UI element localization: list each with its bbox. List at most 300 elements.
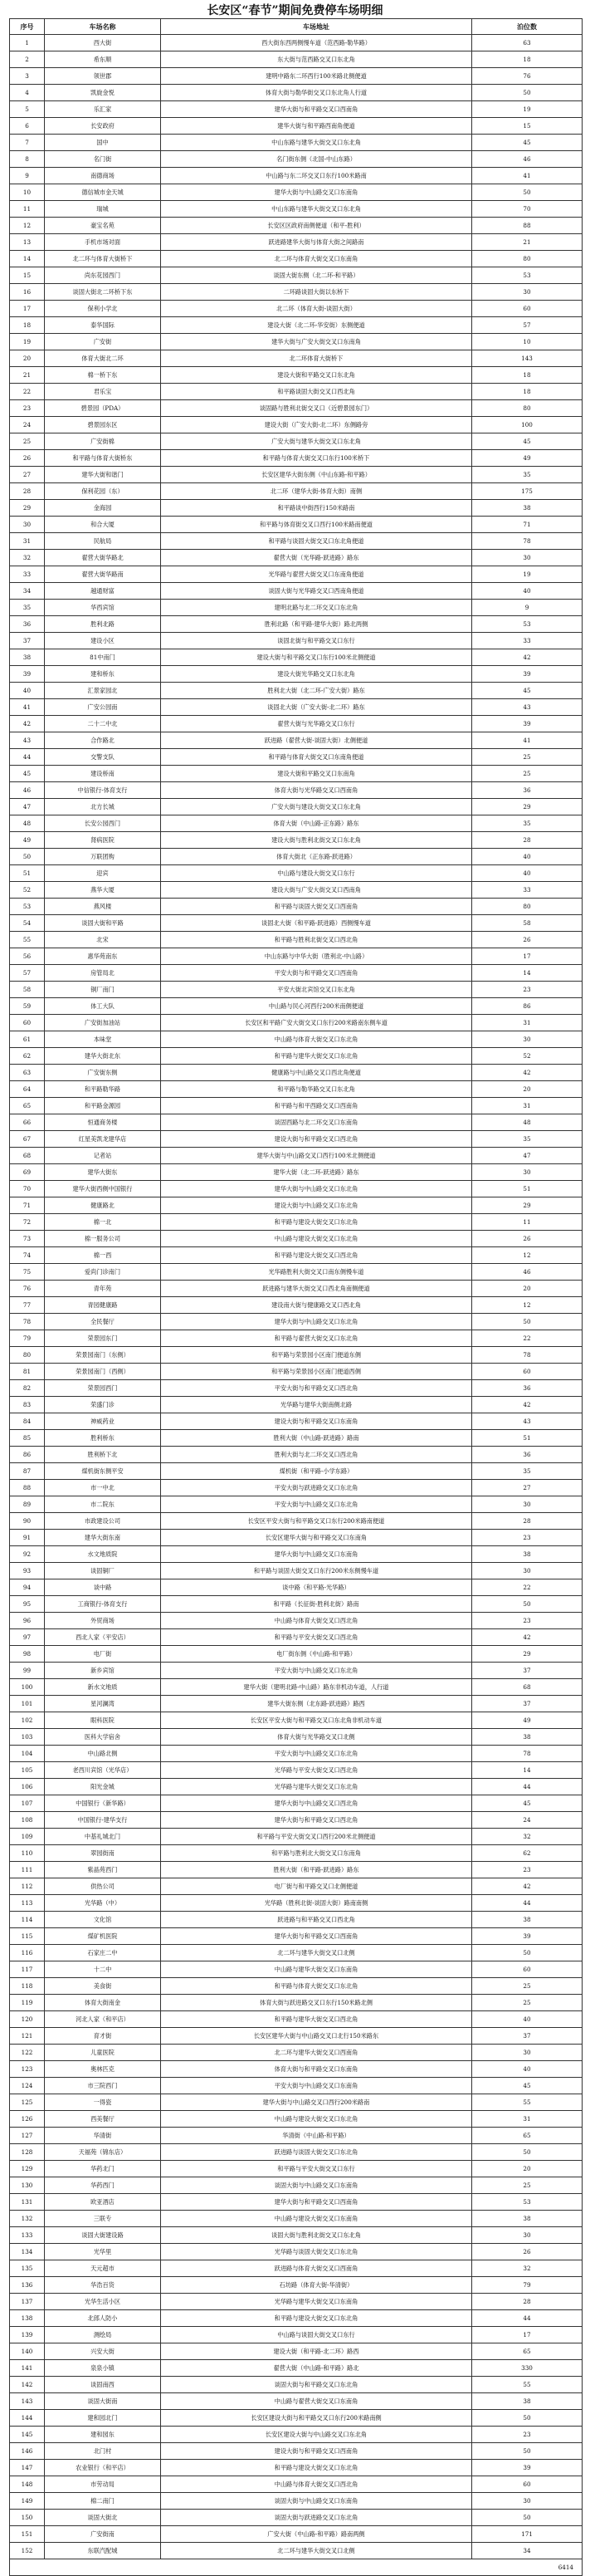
cell-index: 40	[10, 683, 45, 699]
cell-spaces: 38	[472, 1912, 583, 1928]
cell-address: 谈固北街与和平路交叉口东行	[161, 633, 472, 649]
cell-address: 和平路与胜利北街交叉口西北角	[161, 932, 472, 948]
total-spaces: 6414	[10, 2559, 583, 2576]
cell-spaces: 29	[472, 799, 583, 815]
table-row	[10, 85, 583, 101]
cell-index: 30	[10, 517, 45, 533]
table-row	[10, 1613, 583, 1629]
table-row	[10, 2476, 583, 2493]
cell-spaces: 65	[472, 2343, 583, 2360]
cell-lot-name: 豪宝名苑	[45, 218, 161, 234]
cell-lot-name: 长安公园西门	[45, 815, 161, 832]
table-row	[10, 1480, 583, 1496]
table-row	[10, 915, 583, 932]
cell-spaces: 23	[472, 1862, 583, 1878]
cell-index: 62	[10, 1048, 45, 1065]
cell-address: 谈固大街与和平路交叉口东北角	[161, 2377, 472, 2393]
table-row	[10, 2028, 583, 2045]
cell-index: 24	[10, 417, 45, 433]
cell-lot-name: 谈固南西	[45, 2377, 161, 2393]
cell-index: 145	[10, 2427, 45, 2443]
cell-address: 中山东路与中华大街（胜利北-中山路）	[161, 948, 472, 965]
cell-index: 38	[10, 649, 45, 666]
cell-address: 长安区区政府南侧便道（和平-胜利）	[161, 218, 472, 234]
cell-address: 建华大街与中山路交叉口东南角	[161, 1546, 472, 1563]
table-row	[10, 766, 583, 782]
cell-address: 谈固大街与光华路交叉口西南角便道	[161, 583, 472, 600]
table-row	[10, 1330, 583, 1347]
cell-lot-name: 建华大街西侧中国银行	[45, 1181, 161, 1197]
cell-spaces: 43	[472, 699, 583, 716]
cell-address: 谈固北大街（广安大街-北二环）路东	[161, 699, 472, 716]
cell-lot-name: 爱尚门诊南门	[45, 1264, 161, 1281]
cell-spaces: 32	[472, 2260, 583, 2277]
cell-index: 31	[10, 533, 45, 550]
cell-address: 建华大街与和平路西南角便道	[161, 118, 472, 135]
table-row	[10, 1663, 583, 1679]
cell-index: 2	[10, 51, 45, 68]
table-row	[10, 849, 583, 865]
table-row	[10, 1812, 583, 1829]
cell-spaces: 60	[472, 301, 583, 317]
cell-spaces: 29	[472, 1646, 583, 1663]
cell-index: 88	[10, 1480, 45, 1496]
cell-index: 109	[10, 1829, 45, 1845]
table-row	[10, 1746, 583, 1762]
cell-spaces: 40	[472, 2061, 583, 2078]
cell-lot-name: 记者站	[45, 1148, 161, 1164]
cell-index: 5	[10, 101, 45, 118]
cell-index: 113	[10, 1895, 45, 1912]
cell-index: 8	[10, 151, 45, 168]
table-row	[10, 68, 583, 85]
cell-address: 建设大街光华路交叉口东北角	[161, 666, 472, 683]
cell-lot-name: 乐汇家	[45, 101, 161, 118]
table-row	[10, 1181, 583, 1197]
cell-address: 谈固大街与中山路交叉口东南角	[161, 2493, 472, 2510]
cell-lot-name: 泉泉小镇	[45, 2360, 161, 2377]
cell-index: 17	[10, 301, 45, 317]
cell-lot-name: 燕华大厦	[45, 882, 161, 899]
cell-index: 90	[10, 1513, 45, 1530]
cell-spaces: 143	[472, 350, 583, 367]
cell-lot-name: 棉一服务公司	[45, 1231, 161, 1247]
cell-spaces: 30	[472, 2493, 583, 2510]
cell-index: 69	[10, 1164, 45, 1181]
cell-spaces: 17	[472, 2327, 583, 2343]
cell-spaces: 23	[472, 1530, 583, 1546]
cell-address: 建设大街与和平路交叉口西北角	[161, 1131, 472, 1148]
cell-address: 建华大街与中山路交叉口西北角	[161, 1795, 472, 1812]
cell-index: 149	[10, 2493, 45, 2510]
cell-index: 77	[10, 1297, 45, 1314]
cell-lot-name: 中国银行-建华支行	[45, 1812, 161, 1829]
cell-spaces: 39	[472, 716, 583, 732]
cell-lot-name: 荣景园南门（东侧）	[45, 1347, 161, 1364]
cell-lot-name: 工商银行-体育支行	[45, 1596, 161, 1613]
cell-lot-name: 碧景园（PDA）	[45, 400, 161, 417]
cell-lot-name: 和平路与体育大街桥东	[45, 450, 161, 467]
table-row	[10, 2177, 583, 2194]
cell-lot-name: 天福苑（锦东店）	[45, 2144, 161, 2161]
table-row	[10, 1081, 583, 1098]
cell-lot-name: 华浩百货	[45, 2277, 161, 2294]
table-row	[10, 683, 583, 699]
cell-lot-name: 中国银行（新华路）	[45, 1795, 161, 1812]
cell-spaces: 57	[472, 317, 583, 334]
cell-lot-name: 荣盛门诊	[45, 1397, 161, 1413]
cell-lot-name: 万联团购	[45, 849, 161, 865]
cell-address: 建华大街（建明北路-中山路）路东非机动车道，人行道	[161, 1679, 472, 1696]
table-row	[10, 2161, 583, 2177]
cell-spaces: 40	[472, 583, 583, 600]
cell-lot-name: 81中南门	[45, 649, 161, 666]
cell-lot-name: 凯旋金悦	[45, 85, 161, 101]
cell-lot-name: 棉一北	[45, 1214, 161, 1231]
table-row	[10, 1364, 583, 1380]
cell-spaces: 79	[472, 2277, 583, 2294]
cell-spaces: 55	[472, 2377, 583, 2393]
cell-address: 建华大街与中山路交叉口东北角	[161, 1181, 472, 1197]
cell-lot-name: 长安政府	[45, 118, 161, 135]
cell-index: 92	[10, 1546, 45, 1563]
cell-spaces: 42	[472, 649, 583, 666]
cell-lot-name: 国中	[45, 135, 161, 151]
total-row	[10, 2559, 583, 2576]
cell-spaces: 19	[472, 566, 583, 583]
cell-lot-name: 手机市场对面	[45, 234, 161, 251]
cell-index: 11	[10, 201, 45, 218]
cell-address: 谈固北大街（和平路-跃进路）西侧慢车道	[161, 915, 472, 932]
cell-index: 79	[10, 1330, 45, 1347]
table-row	[10, 649, 583, 666]
cell-index: 51	[10, 865, 45, 882]
cell-index: 122	[10, 2045, 45, 2061]
cell-lot-name: 碧景园东区	[45, 417, 161, 433]
cell-lot-name: 光华生活小区	[45, 2294, 161, 2310]
cell-lot-name: 眼科医院	[45, 1712, 161, 1729]
table-row	[10, 749, 583, 766]
cell-spaces: 71	[472, 517, 583, 533]
cell-address: 光华路与建华大街南侧北路	[161, 1397, 472, 1413]
cell-spaces: 21	[472, 234, 583, 251]
cell-lot-name: 建设桥南	[45, 766, 161, 782]
cell-index: 6	[10, 118, 45, 135]
cell-spaces: 70	[472, 201, 583, 218]
cell-spaces: 37	[472, 1663, 583, 1679]
cell-address: 北二环（体育大街-谈固大街）	[161, 301, 472, 317]
table-row	[10, 2427, 583, 2443]
cell-address: 翟营大街（中山路-和平路）路北	[161, 2360, 472, 2377]
cell-spaces: 40	[472, 849, 583, 865]
cell-address: 北二环与建华大街交叉口西南角	[161, 2045, 472, 2061]
cell-spaces: 30	[472, 2227, 583, 2244]
cell-address: 谈固大街东侧（北二环-和平路）	[161, 267, 472, 284]
cell-lot-name: 北方长城	[45, 799, 161, 815]
cell-index: 82	[10, 1380, 45, 1397]
cell-spaces: 46	[472, 1264, 583, 1281]
cell-index: 132	[10, 2211, 45, 2227]
cell-address: 建华大街与和平路交叉口西南角	[161, 2194, 472, 2211]
cell-spaces: 50	[472, 1596, 583, 1613]
table-row	[10, 2061, 583, 2078]
cell-spaces: 86	[472, 998, 583, 1015]
table-row	[10, 965, 583, 982]
cell-address: 北二环（建华大街-体育大街）南侧	[161, 483, 472, 500]
cell-index: 111	[10, 1862, 45, 1878]
cell-address: 和平路（长征街-胜利北街）路南	[161, 1596, 472, 1613]
cell-lot-name: 合作路北	[45, 732, 161, 749]
cell-lot-name: 煤机街东侧平安	[45, 1463, 161, 1480]
cell-spaces: 24	[472, 1812, 583, 1829]
table-row	[10, 799, 583, 815]
cell-spaces: 41	[472, 168, 583, 184]
cell-spaces: 14	[472, 1762, 583, 1779]
cell-address: 中山路与体育大街交叉口西北角	[161, 1613, 472, 1629]
cell-lot-name: 十二中	[45, 1961, 161, 1978]
cell-spaces: 38	[472, 1729, 583, 1746]
table-row	[10, 2144, 583, 2161]
table-row	[10, 1629, 583, 1646]
cell-spaces: 88	[472, 218, 583, 234]
cell-spaces: 20	[472, 2161, 583, 2177]
table-row	[10, 1978, 583, 1995]
cell-address: 光华路胜利大街交叉口南东侧慢车道	[161, 1264, 472, 1281]
cell-lot-name: 河北人家（和平店）	[45, 2011, 161, 2028]
table-row	[10, 135, 583, 151]
cell-spaces: 175	[472, 483, 583, 500]
cell-index: 23	[10, 400, 45, 417]
cell-spaces: 63	[472, 35, 583, 51]
cell-spaces: 49	[472, 1712, 583, 1729]
cell-index: 10	[10, 184, 45, 201]
cell-address: 西大街东西两侧慢车道（范西路-勒华路）	[161, 35, 472, 51]
cell-address: 长安区和平路广安大街交叉口东行200米路南东侧车道	[161, 1015, 472, 1031]
cell-address: 建明北路与北二环交叉口东北角	[161, 600, 472, 616]
cell-lot-name: 光华里	[45, 2244, 161, 2260]
cell-index: 14	[10, 251, 45, 267]
cell-lot-name: 红星美凯龙建华店	[45, 1131, 161, 1148]
table-row	[10, 1413, 583, 1430]
table-row	[10, 1197, 583, 1214]
cell-address: 跃进路（翟营大街-谈固大街）北侧便道	[161, 732, 472, 749]
table-row	[10, 1397, 583, 1413]
cell-index: 45	[10, 766, 45, 782]
cell-lot-name: 领世郡	[45, 68, 161, 85]
cell-index: 47	[10, 799, 45, 815]
cell-spaces: 42	[472, 1065, 583, 1081]
cell-spaces: 60	[472, 1961, 583, 1978]
table-row	[10, 1995, 583, 2011]
cell-spaces: 50	[472, 2443, 583, 2460]
cell-address: 平安大街北宾馆交叉口东北角	[161, 982, 472, 998]
cell-address: 和平路与谈固大街交叉口西南角	[161, 899, 472, 915]
cell-spaces: 38	[472, 500, 583, 517]
cell-index: 99	[10, 1663, 45, 1679]
cell-address: 体育大街与和平路交叉口东南角	[161, 2061, 472, 2078]
cell-lot-name: 光华路（中）	[45, 1895, 161, 1912]
cell-spaces: 45	[472, 433, 583, 450]
cell-spaces: 26	[472, 932, 583, 948]
cell-address: 长安区平安大街与和平路交叉口东行200米路南便道	[161, 1513, 472, 1530]
cell-index: 84	[10, 1413, 45, 1430]
cell-index: 50	[10, 849, 45, 865]
cell-address: 跃进路建华大街与体育大街之间路南	[161, 234, 472, 251]
table-row	[10, 982, 583, 998]
table-row	[10, 1862, 583, 1878]
cell-spaces: 35	[472, 815, 583, 832]
cell-address: 中山东路与建华大街交叉口东北角	[161, 201, 472, 218]
cell-lot-name: 尚东花园西门	[45, 267, 161, 284]
cell-index: 21	[10, 367, 45, 384]
cell-address: 和平路与胜利北大街交叉口东南角	[161, 1845, 472, 1862]
cell-index: 104	[10, 1746, 45, 1762]
cell-address: 胜利北大街（北二环-广安大街）路东	[161, 683, 472, 699]
cell-index: 44	[10, 749, 45, 766]
cell-spaces: 40	[472, 2011, 583, 2028]
table-row	[10, 433, 583, 450]
cell-index: 20	[10, 350, 45, 367]
table-row	[10, 633, 583, 649]
cell-spaces: 60	[472, 2476, 583, 2493]
cell-spaces: 171	[472, 2526, 583, 2543]
cell-lot-name: 广安公园南	[45, 699, 161, 716]
table-row	[10, 251, 583, 267]
cell-address: 光华路与建华大街交叉口东南角	[161, 2294, 472, 2310]
table-row	[10, 1779, 583, 1795]
table-row	[10, 284, 583, 301]
cell-address: 光华路与建华大街交叉口东北角	[161, 1779, 472, 1795]
table-row	[10, 2543, 583, 2559]
table-row	[10, 350, 583, 367]
cell-index: 108	[10, 1812, 45, 1829]
cell-index: 105	[10, 1762, 45, 1779]
table-row	[10, 2310, 583, 2327]
cell-lot-name: 和平路金源园	[45, 1098, 161, 1114]
cell-lot-name: 建华大街北东	[45, 1048, 161, 1065]
cell-lot-name: 棉二南门	[45, 2493, 161, 2510]
cell-spaces: 45	[472, 1795, 583, 1812]
cell-index: 4	[10, 85, 45, 101]
cell-address: 平安大街与中山路交叉口东北角	[161, 1746, 472, 1762]
cell-index: 133	[10, 2227, 45, 2244]
cell-lot-name: 广安街东侧	[45, 1065, 161, 1081]
cell-index: 60	[10, 1015, 45, 1031]
cell-spaces: 37	[472, 2028, 583, 2045]
cell-address: 建设大街与和平路交叉口西南角	[161, 2443, 472, 2460]
cell-address: 中山路与东二环交叉口东行100米路南	[161, 168, 472, 184]
table-row	[10, 1380, 583, 1397]
table-row	[10, 1696, 583, 1712]
cell-address: 和平路与荣景园小区南门便道西侧	[161, 1364, 472, 1380]
cell-lot-name: 市政建设公司	[45, 1513, 161, 1530]
cell-address: 体育大街与勒华街交叉口东北角人行道	[161, 85, 472, 101]
cell-spaces: 42	[472, 1878, 583, 1895]
cell-index: 147	[10, 2460, 45, 2476]
table-row	[10, 533, 583, 550]
cell-lot-name: 青年苑	[45, 1281, 161, 1297]
header-spaces: 泊位数	[472, 19, 583, 35]
cell-index: 110	[10, 1845, 45, 1862]
cell-spaces: 55	[472, 2094, 583, 2111]
cell-lot-name: 胜利桥下北	[45, 1447, 161, 1463]
cell-address: 北二环与建华大街交叉口北侧	[161, 2543, 472, 2559]
cell-address: 煤机街（和平路-小学东路）	[161, 1463, 472, 1480]
cell-lot-name: 华药北门	[45, 2161, 161, 2177]
table-row	[10, 2377, 583, 2393]
cell-spaces: 43	[472, 1413, 583, 1430]
cell-spaces: 34	[472, 2543, 583, 2559]
cell-address: 平安大街与和平路交叉口西南角	[161, 965, 472, 982]
cell-spaces: 46	[472, 151, 583, 168]
cell-spaces: 25	[472, 1995, 583, 2011]
cell-address: 平安大街与中山路交叉口东北角	[161, 1496, 472, 1513]
cell-spaces: 44	[472, 1779, 583, 1795]
cell-lot-name: 民航局	[45, 533, 161, 550]
cell-spaces: 14	[472, 965, 583, 982]
table-row	[10, 732, 583, 749]
header-address: 车场地址	[161, 19, 472, 35]
cell-index: 52	[10, 882, 45, 899]
cell-address: 建华大街与和平路交叉口西南角	[161, 101, 472, 118]
cell-index: 53	[10, 899, 45, 915]
cell-lot-name: 供热公司	[45, 1878, 161, 1895]
cell-spaces: 68	[472, 1679, 583, 1696]
cell-address: 和平路与翟营大街交叉口东北角	[161, 1330, 472, 1347]
cell-index: 22	[10, 384, 45, 400]
cell-index: 35	[10, 600, 45, 616]
cell-index: 134	[10, 2244, 45, 2260]
cell-spaces: 48	[472, 1114, 583, 1131]
cell-spaces: 100	[472, 417, 583, 433]
table-row	[10, 2111, 583, 2128]
table-row	[10, 1281, 583, 1297]
table-row	[10, 2094, 583, 2111]
cell-address: 谈固大街与跃进路交叉口东北角	[161, 2510, 472, 2526]
table-row	[10, 600, 583, 616]
cell-address: 北二环与建华大街交叉口北侧	[161, 1945, 472, 1961]
table-row	[10, 218, 583, 234]
cell-spaces: 18	[472, 384, 583, 400]
cell-lot-name: 谈固大街和平路	[45, 915, 161, 932]
cell-lot-name: 农业银行（和平店）	[45, 2460, 161, 2476]
cell-index: 87	[10, 1463, 45, 1480]
table-row	[10, 2393, 583, 2410]
table-row	[10, 1015, 583, 1031]
table-row	[10, 550, 583, 566]
cell-index: 59	[10, 998, 45, 1015]
cell-address: 建设大街（广安大街-北二环）东侧路旁	[161, 417, 472, 433]
cell-lot-name: 广安街加油站	[45, 1015, 161, 1031]
cell-index: 150	[10, 2510, 45, 2526]
cell-index: 26	[10, 450, 45, 467]
cell-lot-name: 保利花园（东）	[45, 483, 161, 500]
header-index: 序号	[10, 19, 45, 35]
cell-address: 光华路（胜利北街-谈固大街）路南南侧	[161, 1895, 472, 1912]
cell-index: 54	[10, 915, 45, 932]
cell-index: 80	[10, 1347, 45, 1364]
cell-address: 建设南大街与健康路交叉口西北角	[161, 1297, 472, 1314]
cell-address: 长安区建华大街与和平路交叉口东南角	[161, 1530, 472, 1546]
table-row	[10, 899, 583, 915]
cell-spaces: 33	[472, 882, 583, 899]
table-row	[10, 168, 583, 184]
cell-index: 27	[10, 467, 45, 483]
table-row	[10, 1795, 583, 1812]
cell-address: 中山路与建设大街交叉口东行	[161, 865, 472, 882]
cell-spaces: 17	[472, 948, 583, 965]
cell-lot-name: 奥林匹克	[45, 2061, 161, 2078]
